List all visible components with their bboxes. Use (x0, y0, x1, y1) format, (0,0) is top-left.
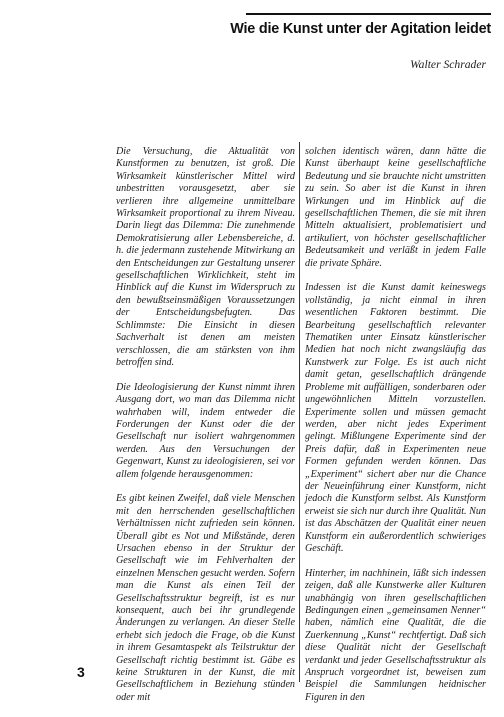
paragraph: Die Ideologisierung der Kunst nimmt ihren Ausgang dort, wo man das Dilemma nicht wahrhaben will, indem entweder die Forderungen der Kunst oder die der Gesellschaft nur isoliert wahrgenommen werden. Aus den Versuchungen der Gegenwart, Kunst zu ideologisieren, sei vor allem folgende herausgenommen: (116, 381, 295, 480)
paragraph: Es gibt keinen Zweifel, daß viele Menschen mit den herrschenden gesellschaftlichen Verhältnissen nicht zufrieden sein können. Überall gibt es Not und Mißstände, deren Ursachen ebenso in der Struktur der Gesellschaft wie im Fehlverhalten der einzelnen Menschen gesucht werden. Sofern man die Kunst als einen Teil der Gesellschaftsstruktur begreift, ist es nur konsequent, auch bei ihr grundlegende Änderungen zu verlangen. An dieser Stelle erhebt sich jedoch die Frage, ob die Kunst in ihrem Gesamtaspekt als Teilstruktur der Gesellschaft richtig bestimmt ist. Gäbe es keine Strukturen in der Kunst, die mit Gesellschaftlichem in Beziehung stünden oder mit (116, 493, 295, 703)
article-author: Walter Schrader (410, 58, 486, 71)
paragraph: Die Versuchung, die Aktualität von Kunstformen zu benutzen, ist groß. Die Wirksamkeit künstlerischer Mittel wird unbestritten vorausgesetzt, aber sie verlieren ihre allgemeine unmittelbare Wirksamkeit proportional zu ihrem Niveau. Darin liegt das Dilemma: Die zunehmende Demokratisierung aller Lebensbereiche, d. h. die jedermann zustehende Mitwirkung an den Entscheidungen zur Gestaltung unserer gesellschaftlichen Wirklichkeit, steht im Hinblick auf die Kunst im Widerspruch zu den bewußtseinsmäßigen Voraussetzungen der Entscheidungsbefugten. Das Schlimmste: Die Einsicht in diesen Sachverhalt ist denen am meisten verschlossen, die am stärksten von ihm betroffen sind. (116, 146, 295, 368)
page-number: 3 (77, 664, 85, 680)
paragraph: Indessen ist die Kunst damit keineswegs vollständig, ja nicht einmal in ihren wesentlichen Faktoren bestimmt. Die Bearbeitung gesellschaftlich relevanter Thematiken unter Einsatz künstlerischer Medien hat noch nicht zwangsläufig das Kunstwerk zur Folge. Es ist auch nicht damit getan, gesellschaftlich drängende Probleme mit auffälligen, sonderbaren oder ungewöhnlichen Mitteln vorzustellen. Experimente sollen und müssen gemacht werden, aber nicht jedes Experiment gelingt. Mißlungene Experimente sind der Preis dafür, daß in Experimenten neue Formen gefunden werden können. Das „Experiment“ sichert aber nur die Chance der Neueinführung einer Kunstform, nicht jedoch die Kunstform selbst. Als Kunstform erweist sie sich nur durch ihre Qualität. Nun ist das Abschätzen der Qualität einer neuen Kunstform ein außerordentlich schwieriges Geschäft. (305, 282, 486, 554)
column-divider (299, 142, 300, 682)
title-rule (246, 13, 491, 15)
article-title: Wie die Kunst unter der Agitation leidet (230, 21, 491, 37)
paragraph: Hinterher, im nachhinein, läßt sich indessen zeigen, daß alle Kunstwerke aller Kulturen unabhängig von ihren gesellschaftlichen Bedingungen einen „gemeinsamen Nenner“ haben, nämlich eine Qualität, die die Zuerkennung „Kunst“ rechtfertigt. Daß sich diese Qualität nicht der Gesellschaft verdankt und jeder Gesellschaftsstruktur als Anspruch vorgeordnet ist, beweisen zum Beispiel die Sammlungen heidnischer Figuren in den (305, 567, 486, 703)
paragraph: solchen identisch wären, dann hätte die Kunst überhaupt keine gesellschaftliche Bedeutung und sie brauchte nicht umstritten zu sein. So aber ist die Kunst in ihren Wirkungen und im Hinblick auf die gesellschaftlichen Themen, die sie mit ihren Mitteln aktualisiert, problematisiert und artikuliert, von höchster gesellschaftlicher Bedeutsamkeit und verläßt in jedem Falle die private Sphäre. (305, 146, 486, 269)
article-column-right (305, 146, 486, 717)
article-column-left (116, 146, 295, 717)
